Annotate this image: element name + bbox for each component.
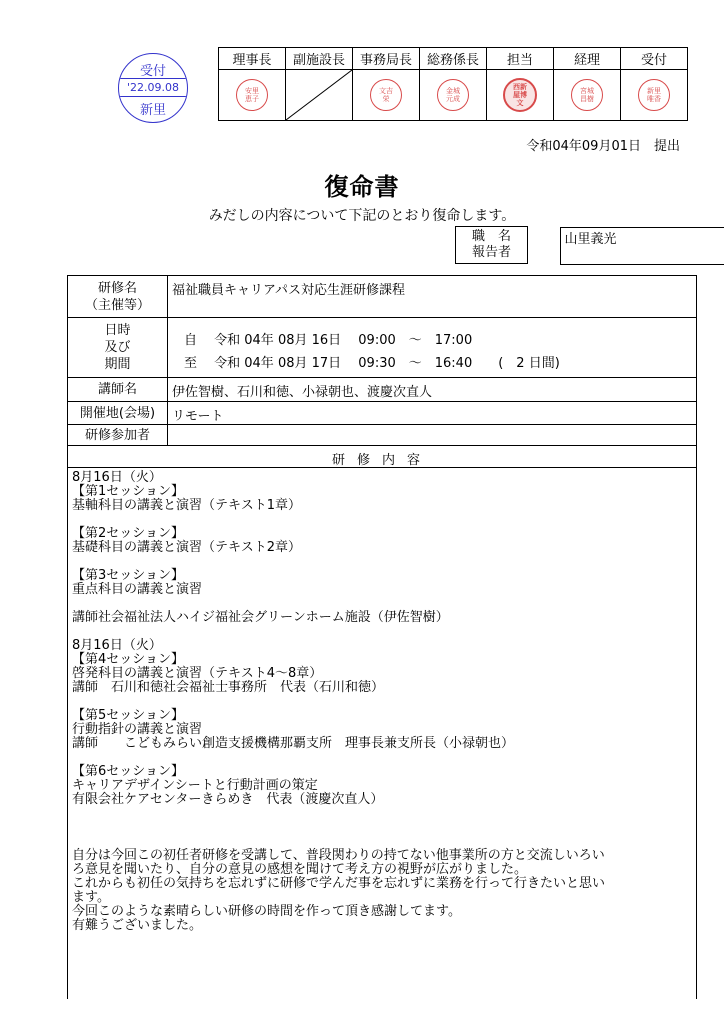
approval-header: 担当 [487,48,554,70]
content-line: 【第6セッション】 [72,764,185,779]
received-stamp-name: 新里 [139,103,166,118]
content-line: ます。 [72,890,110,905]
content-line: 【第3セッション】 [72,568,185,583]
content-line: 今回このような素晴らしい研修の時間を作って頂き感謝してます。 [72,904,461,919]
content-line: 【第1セッション】 [72,484,185,499]
participants-label: 研修参加者 [68,425,168,445]
row-lecturer [68,378,696,402]
content-line: 有限会社ケアセンターきらめき 代表（渡慶次直人） [72,792,384,807]
row-period [68,318,696,378]
approval-header: 経理 [554,48,621,70]
period-from: 自 令和 04年 08月 16日 09:00 ～ 17:00 [184,333,473,348]
content-line [72,555,605,569]
content-line: 【第5セッション】 [72,708,185,723]
approval-cell [554,70,621,121]
hanko-seal: 宮城昌樹 [571,79,603,111]
content-line [72,513,605,527]
lecturer-value: 伊佐智樹、石川和徳、小禄朝也、渡慶次直人 [172,385,433,400]
content-line [72,597,605,611]
approval-cell-empty [286,70,353,121]
approval-header: 総務係長 [420,48,487,70]
hanko-seal: 新里唯香 [638,79,670,111]
content-line [72,625,605,639]
content-line: 自分は今回この初任者研修を受講して、普段関わりの持てない他事業所の方と交流しいろい [72,848,605,863]
document-subtitle: みだしの内容について下記のとおり復命します。 [208,208,516,224]
approval-header: 事務局長 [353,48,420,70]
row-content-header [68,446,696,468]
report-form [67,275,697,999]
received-stamp-date: '22.09.08 [126,81,179,94]
content-line: 基礎科目の講義と演習（テキスト2章） [72,540,302,555]
content-line: これからも初任の気持ちを忘れずに研修で学んだ事を忘れずに業務を行って行きたいと思い [72,876,606,891]
content-line [72,695,605,709]
content-line [72,821,605,835]
content-line [72,807,605,821]
approval-header: 理事長 [219,48,286,70]
content-line: ろ意見を聞いたり、自分の意見の感想を聞けて考え方の視野が広がりました。 [72,862,528,877]
approval-header: 副施設長 [286,48,353,70]
reporter-name: 山里義光 [560,227,724,265]
received-stamp-label: 受付 [139,64,166,79]
content-line: 講師社会福祉法人ハイジ福祉会グリーンホーム施設（伊佐智樹） [72,610,449,625]
content-line: キャリアデザインシートと行動計画の策定 [72,778,318,793]
reporter-table [455,226,617,264]
venue-value: リモート [172,409,224,424]
period-label: 日時 及び 期間 [68,318,168,377]
content-line: 【第4セッション】 [72,652,185,667]
row-venue [68,402,696,425]
content-line: 行動指針の講義と演習 [72,722,203,737]
course-value: 福祉職員キャリアパス対応生涯研修課程 [172,283,405,298]
hanko-seal: 西新屋博文 [503,78,537,112]
row-participants [68,425,696,446]
period-to: 至 令和 04年 08月 17日 09:30 ～ 16:40 ( 2 日間) [184,356,560,371]
approval-cell [487,70,554,121]
content-line: 8月16日（火） [72,638,162,653]
content-line [72,835,605,849]
approval-table [218,47,688,121]
approval-cell [219,70,286,121]
row-course [68,276,696,318]
content-line: 有難うございました。 [72,918,203,933]
venue-label: 開催地(会場) [68,402,168,424]
hanko-seal: 安里恵子 [236,79,268,111]
hanko-seal: 金城元成 [437,79,469,111]
content-header: 研修内容 [331,453,432,468]
content-line [72,751,605,765]
submission-date: 令和04年09月01日 提出 [526,139,680,154]
content-line: 啓発科目の講義と演習（テキスト4～8章） [72,666,323,681]
hanko-seal: 文吉栄 [370,79,402,111]
content-line: 【第2セッション】 [72,526,185,541]
approval-cell [621,70,688,121]
approval-header: 受付 [621,48,688,70]
content-line: 基軸科目の講義と演習（テキスト1章） [72,498,302,513]
received-stamp [118,53,188,123]
approval-cell [353,70,420,121]
course-label: 研修名 （主催等） [68,276,168,317]
content-line: 講師 こどもみらい創造支援機構那覇支所 理事長兼支所長（小禄朝也） [72,736,515,751]
document-title: 復命書 [324,173,400,201]
content-line: 8月16日（火） [72,470,162,485]
content-line: 重点科目の講義と演習 [72,582,203,597]
reporter-label: 職 名 報告者 [456,227,528,264]
approval-cell [420,70,487,121]
lecturer-label: 講師名 [68,378,168,401]
content-body [72,471,605,933]
content-line: 講師 石川和徳社会福祉士事務所 代表（石川和徳） [72,680,385,695]
diagonal-strike [286,70,352,120]
